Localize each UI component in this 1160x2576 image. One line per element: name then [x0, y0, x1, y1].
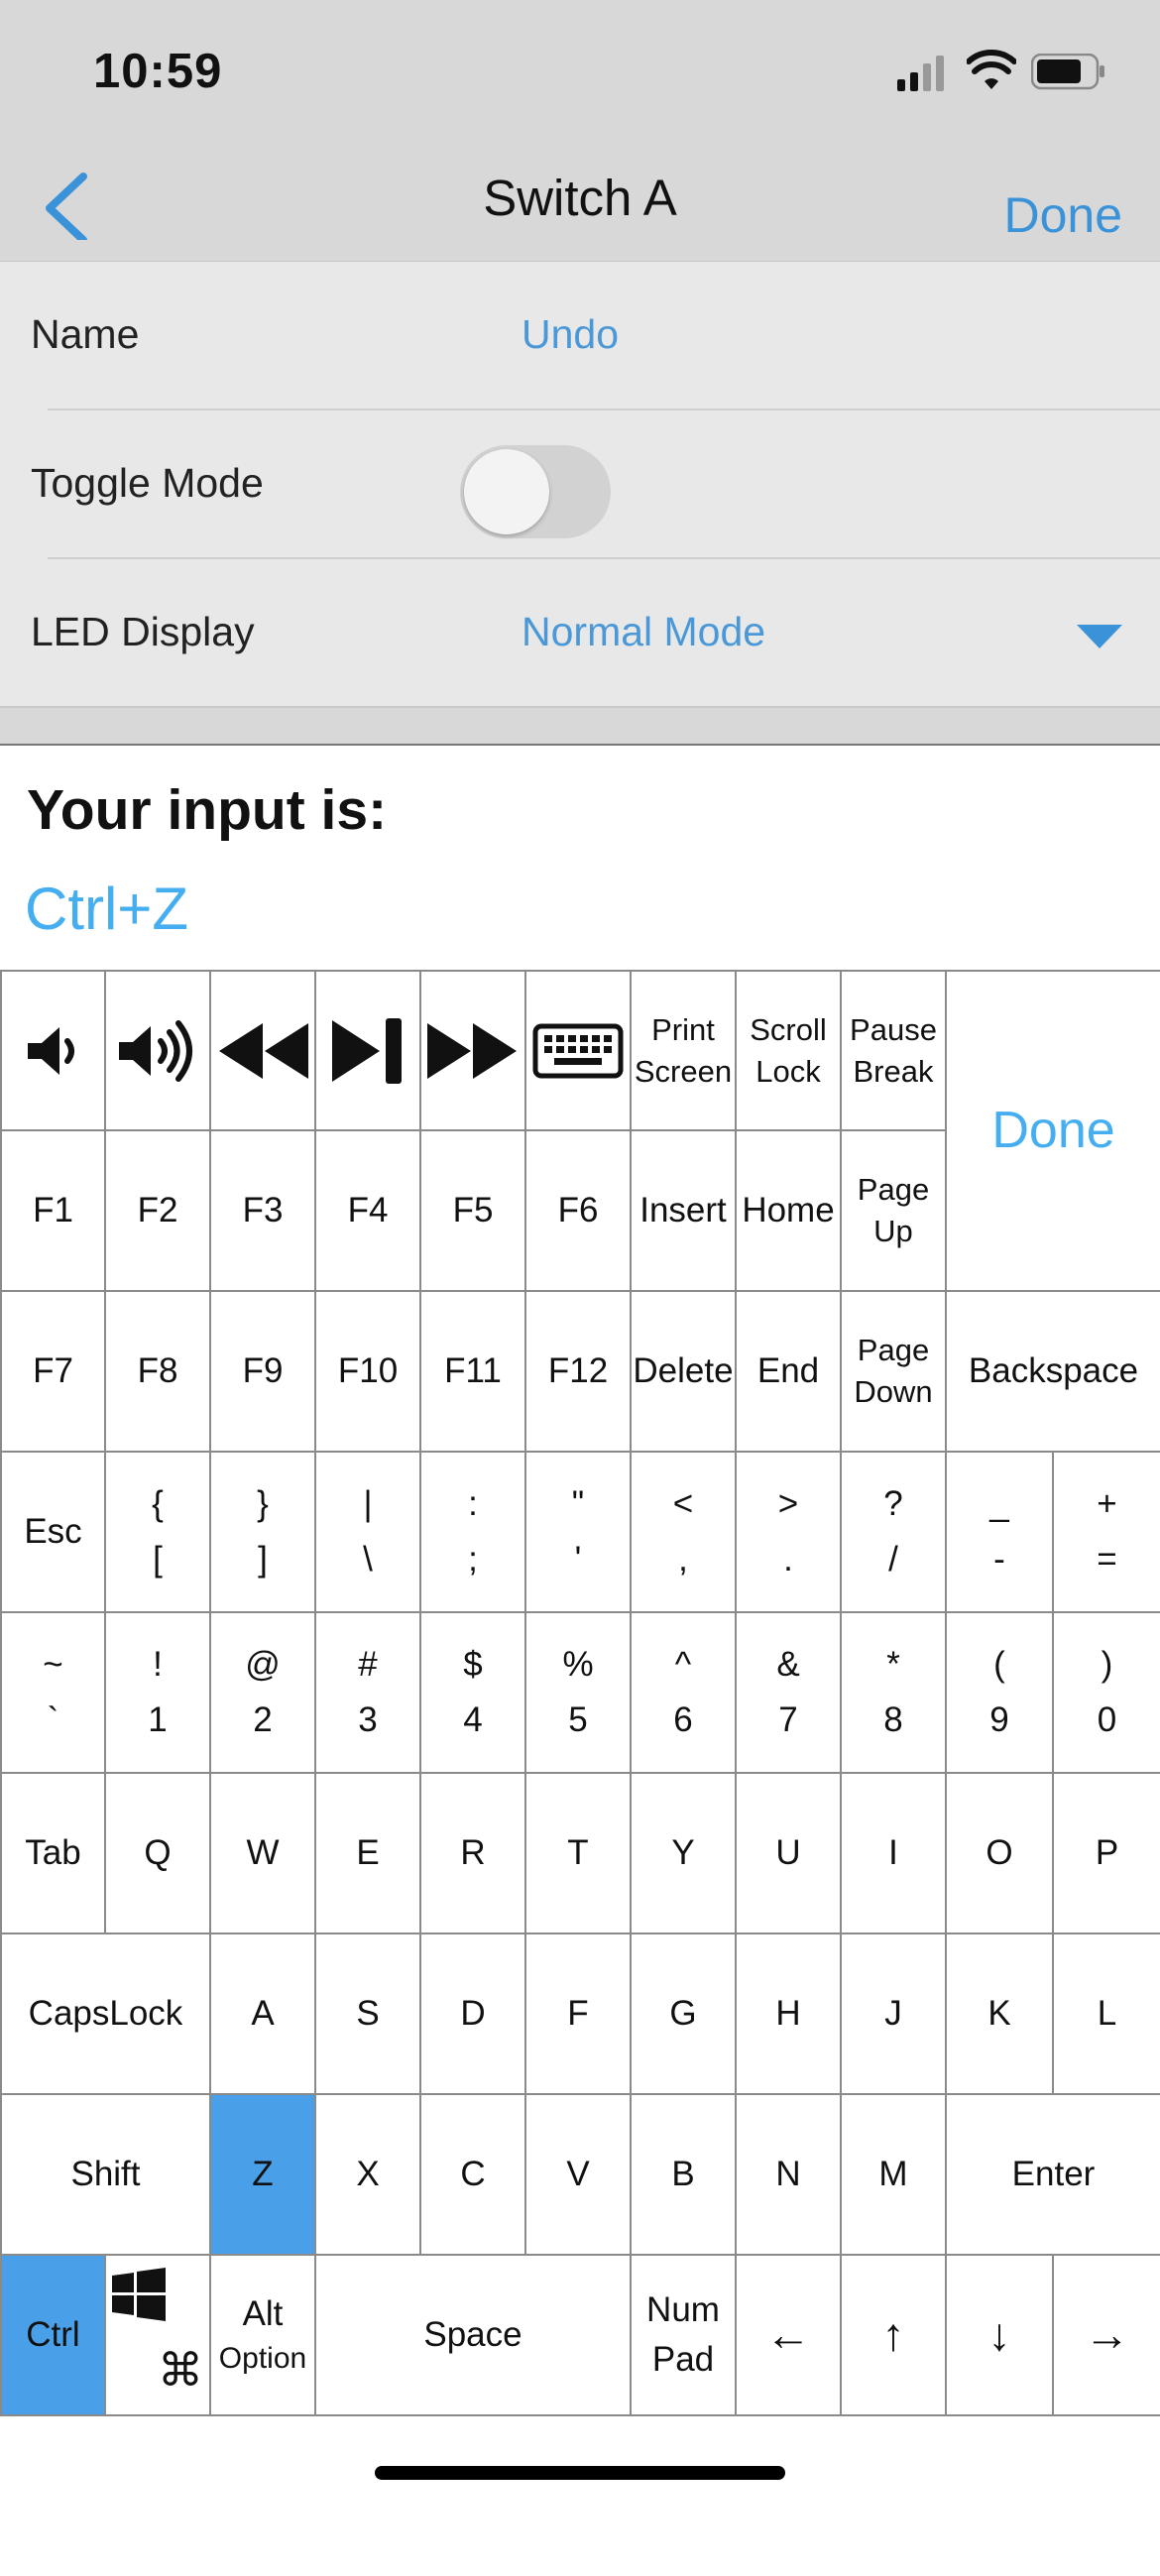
digit-8-key[interactable]: [840, 1611, 947, 1774]
f12-key[interactable]: F12: [524, 1290, 632, 1453]
key-bottom-label: 9: [989, 1700, 1009, 1739]
key-top-label: ~: [43, 1645, 63, 1684]
volume-up-icon: [115, 1016, 200, 1086]
arrow-right-key[interactable]: →: [1052, 2254, 1160, 2416]
letter-q-key[interactable]: Q: [104, 1772, 211, 1934]
key-top-label: ": [571, 1484, 585, 1523]
list-edge: [0, 706, 1160, 744]
play-pause-icon: [330, 1018, 406, 1084]
windows-icon: [112, 2268, 166, 2321]
key-top-label: #: [358, 1645, 378, 1684]
letter-d-key[interactable]: D: [419, 1932, 526, 2095]
backtick-key[interactable]: [0, 1611, 106, 1774]
key-top-label: ): [1101, 1645, 1113, 1684]
keyboard-panel: [0, 744, 1160, 2409]
volume-mute-icon: [22, 1019, 85, 1083]
mute-key[interactable]: [0, 970, 106, 1131]
print-screen-key[interactable]: [630, 970, 737, 1131]
key-top-label: }: [257, 1484, 269, 1523]
f10-key[interactable]: F10: [314, 1290, 421, 1453]
done-button[interactable]: Done: [1003, 187, 1122, 243]
key-top-label: |: [363, 1484, 373, 1523]
shift-key[interactable]: Shift: [0, 2093, 211, 2256]
insert-key[interactable]: Insert: [630, 1129, 737, 1292]
letter-x-key[interactable]: X: [314, 2093, 421, 2256]
input-heading: Your input is:: [27, 778, 388, 842]
backspace-key[interactable]: Backspace: [945, 1290, 1160, 1453]
key-top-label: >: [777, 1484, 799, 1523]
volume-up-key[interactable]: [104, 970, 211, 1131]
key-bottom-label: ]: [258, 1540, 268, 1579]
letter-j-key[interactable]: J: [840, 1932, 947, 2095]
toggle-mode-row: [0, 410, 1160, 559]
letter-h-key[interactable]: H: [735, 1932, 842, 2095]
letter-t-key[interactable]: T: [524, 1772, 632, 1934]
letter-f-key[interactable]: F: [524, 1932, 632, 2095]
key-bottom-label: 2: [253, 1700, 273, 1739]
name-label: Name: [31, 311, 140, 357]
page-up-key[interactable]: [840, 1129, 947, 1292]
key-bottom-label: ': [574, 1540, 582, 1579]
key-bottom-label: /: [888, 1540, 898, 1579]
key-top-label: (: [993, 1645, 1005, 1684]
rewind-icon: [215, 1021, 310, 1081]
digit-6-key[interactable]: [630, 1611, 737, 1774]
settings-list: [0, 262, 1160, 744]
close-bracket-key[interactable]: [209, 1451, 316, 1613]
key-top-label: &: [776, 1645, 800, 1684]
key-bottom-label: -: [993, 1540, 1005, 1579]
keyboard-done-key[interactable]: Done: [945, 970, 1160, 1292]
key-top-label: !: [153, 1645, 163, 1684]
key-bottom-label: Option: [218, 2342, 307, 2375]
f6-key[interactable]: F6: [524, 1129, 632, 1292]
letter-z-key[interactable]: Z: [209, 2093, 316, 2256]
led-display-value[interactable]: Normal Mode: [522, 609, 766, 654]
key-top-label: ^: [674, 1645, 692, 1684]
name-row[interactable]: [0, 262, 1160, 410]
letter-a-key[interactable]: A: [209, 1932, 316, 2095]
letter-c-key[interactable]: C: [419, 2093, 526, 2256]
key-label: Lock: [755, 1053, 821, 1089]
equals-key[interactable]: [1052, 1451, 1160, 1613]
key-label: Scroll: [750, 1011, 827, 1047]
period-key[interactable]: [735, 1451, 842, 1613]
page-title: Switch A: [483, 170, 677, 226]
end-key[interactable]: End: [735, 1290, 842, 1453]
key-label: Break: [853, 1053, 934, 1089]
letter-s-key[interactable]: S: [314, 1932, 421, 2095]
key-label: Page: [857, 1172, 930, 1208]
arrow-left-key[interactable]: ←: [735, 2254, 842, 2416]
key-top-label: *: [886, 1645, 900, 1684]
virtual-keyboard: [0, 970, 1160, 2576]
letter-m-key[interactable]: M: [840, 2093, 947, 2256]
backslash-key[interactable]: [314, 1451, 421, 1613]
key-top-label: _: [989, 1484, 1009, 1523]
key-bottom-label: 4: [463, 1700, 483, 1739]
key-bottom-label: 6: [673, 1700, 693, 1739]
capslock-key[interactable]: CapsLock: [0, 1932, 211, 2095]
f3-key[interactable]: F3: [209, 1129, 316, 1292]
key-bottom-label: \: [363, 1540, 373, 1579]
letter-v-key[interactable]: V: [524, 2093, 632, 2256]
letter-u-key[interactable]: U: [735, 1772, 842, 1934]
space-key[interactable]: Space: [314, 2254, 632, 2416]
alt-option-key[interactable]: [209, 2254, 316, 2416]
keyboard-key[interactable]: [524, 970, 632, 1131]
f8-key[interactable]: F8: [104, 1290, 211, 1453]
comma-key[interactable]: [630, 1451, 737, 1613]
f9-key[interactable]: F9: [209, 1290, 316, 1453]
wifi-icon: [967, 50, 1016, 91]
digit-7-key[interactable]: [735, 1611, 842, 1774]
home-key[interactable]: Home: [735, 1129, 842, 1292]
led-display-label: LED Display: [31, 609, 255, 654]
fast-forward-icon: [425, 1021, 521, 1081]
keyboard-icon: [532, 1023, 624, 1079]
toggle-knob: [464, 449, 549, 534]
f2-key[interactable]: F2: [104, 1129, 211, 1292]
key-bottom-label: ,: [678, 1540, 688, 1579]
minus-key[interactable]: [945, 1451, 1054, 1613]
digit-4-key[interactable]: [419, 1611, 526, 1774]
slash-key[interactable]: [840, 1451, 947, 1613]
key-label: Print: [651, 1011, 715, 1047]
key-bottom-label: ;: [468, 1540, 478, 1579]
scroll-lock-key[interactable]: [735, 970, 842, 1131]
pause-break-key[interactable]: [840, 970, 947, 1131]
f1-key[interactable]: F1: [0, 1129, 106, 1292]
key-bottom-label: 1: [148, 1700, 168, 1739]
navigation-bar: [0, 149, 1160, 262]
command-icon: ⌘: [158, 2344, 203, 2396]
key-bottom-label: [: [153, 1540, 163, 1579]
battery-icon: [1031, 54, 1106, 91]
arrow-down-key[interactable]: ↓: [945, 2254, 1054, 2416]
windows-command-key[interactable]: [104, 2254, 211, 2416]
ctrl-key[interactable]: Ctrl: [0, 2254, 106, 2416]
key-bottom-label: `: [47, 1700, 59, 1739]
digit-1-key[interactable]: [104, 1611, 211, 1774]
tab-key[interactable]: Tab: [0, 1772, 106, 1934]
digit-3-key[interactable]: [314, 1611, 421, 1774]
digit-0-key[interactable]: [1052, 1611, 1160, 1774]
f5-key[interactable]: F5: [419, 1129, 526, 1292]
f4-key[interactable]: F4: [314, 1129, 421, 1292]
key-bottom-label: 3: [358, 1700, 378, 1739]
key-label: Down: [854, 1374, 933, 1409]
letter-n-key[interactable]: N: [735, 2093, 842, 2256]
semicolon-key[interactable]: [419, 1451, 526, 1613]
letter-w-key[interactable]: W: [209, 1772, 316, 1934]
cellular-signal-icon: [897, 54, 947, 93]
key-bottom-label: 0: [1097, 1700, 1117, 1739]
play-pause-key[interactable]: [314, 970, 421, 1131]
rewind-key[interactable]: [209, 970, 316, 1131]
key-label: Screen: [634, 1053, 733, 1089]
digit-9-key[interactable]: [945, 1611, 1054, 1774]
home-indicator[interactable]: [375, 2466, 785, 2480]
letter-k-key[interactable]: K: [945, 1932, 1054, 2095]
key-top-label: Num: [646, 2290, 720, 2329]
letter-e-key[interactable]: E: [314, 1772, 421, 1934]
status-bar: [0, 0, 1160, 149]
letter-g-key[interactable]: G: [630, 1932, 737, 2095]
status-time: 10:59: [93, 45, 223, 98]
letter-y-key[interactable]: Y: [630, 1772, 737, 1934]
toggle-mode-label: Toggle Mode: [31, 460, 264, 506]
quote-key[interactable]: [524, 1451, 632, 1613]
key-bottom-label: 8: [883, 1700, 903, 1739]
digit-2-key[interactable]: [209, 1611, 316, 1774]
letter-r-key[interactable]: R: [419, 1772, 526, 1934]
enter-key[interactable]: Enter: [945, 2093, 1160, 2256]
key-top-label: Alt: [242, 2294, 284, 2333]
key-top-label: ?: [883, 1484, 903, 1523]
key-bottom-label: .: [783, 1540, 793, 1579]
bracket-key[interactable]: [104, 1451, 211, 1613]
key-top-label: <: [672, 1484, 694, 1523]
key-label: Up: [873, 1214, 913, 1248]
letter-i-key[interactable]: I: [840, 1772, 947, 1934]
key-top-label: +: [1097, 1484, 1117, 1523]
dropdown-arrow-icon[interactable]: [1077, 625, 1122, 648]
f7-key[interactable]: F7: [0, 1290, 106, 1453]
led-display-row[interactable]: [0, 559, 1160, 708]
input-value: Ctrl+Z: [25, 876, 188, 942]
arrow-up-key[interactable]: ↑: [840, 2254, 947, 2416]
key-bottom-label: 7: [778, 1700, 798, 1739]
key-bottom-label: =: [1097, 1540, 1117, 1579]
key-label: Pause: [850, 1011, 937, 1047]
letter-l-key[interactable]: L: [1052, 1932, 1160, 2095]
key-bottom-label: Pad: [651, 2340, 715, 2379]
f11-key[interactable]: F11: [419, 1290, 526, 1453]
toggle-mode-switch[interactable]: [460, 445, 611, 538]
key-top-label: {: [152, 1484, 164, 1523]
delete-key[interactable]: Delete: [630, 1290, 737, 1453]
key-top-label: @: [245, 1645, 281, 1684]
fast-forward-key[interactable]: [419, 970, 526, 1131]
key-label: Page: [857, 1333, 930, 1368]
num-pad-key[interactable]: [630, 2254, 737, 2416]
digit-5-key[interactable]: [524, 1611, 632, 1774]
letter-o-key[interactable]: O: [945, 1772, 1054, 1934]
page-down-key[interactable]: [840, 1290, 947, 1453]
key-top-label: $: [463, 1645, 483, 1684]
name-value[interactable]: Undo: [522, 311, 620, 357]
key-top-label: :: [468, 1484, 478, 1523]
letter-p-key[interactable]: P: [1052, 1772, 1160, 1934]
letter-b-key[interactable]: B: [630, 2093, 737, 2256]
key-top-label: %: [562, 1645, 594, 1684]
esc-key[interactable]: Esc: [0, 1451, 106, 1613]
key-bottom-label: 5: [568, 1700, 588, 1739]
